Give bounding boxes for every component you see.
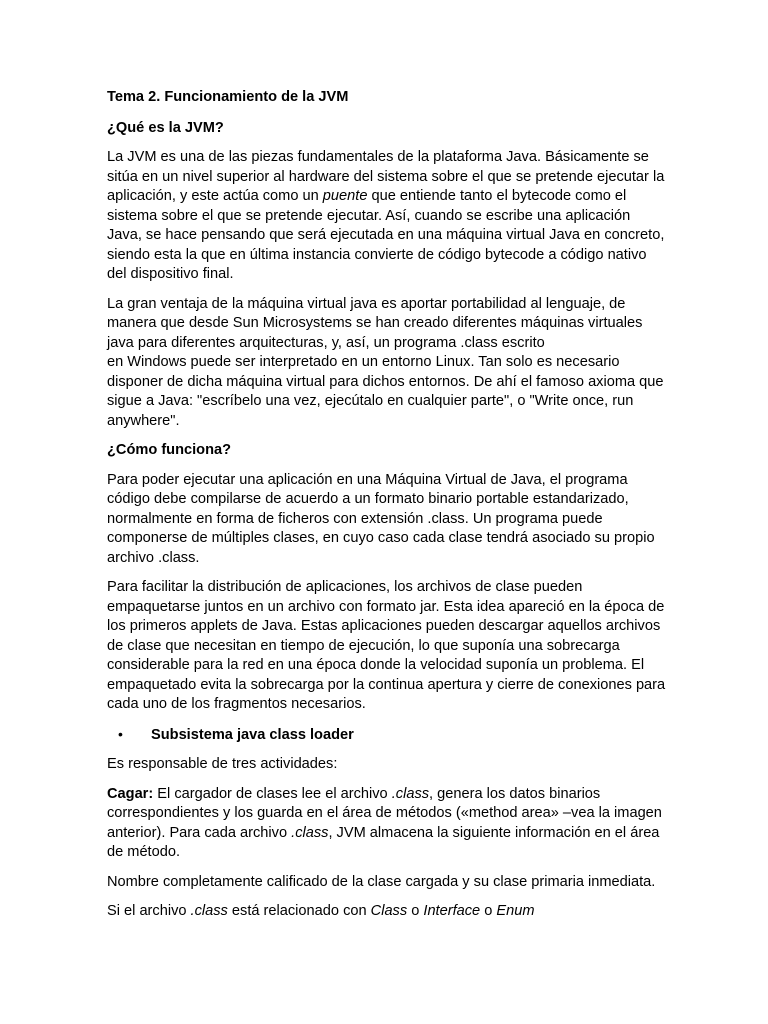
emphasis-text: Enum <box>496 903 535 919</box>
paragraph-text: , JVM almacena la siguiente información en el área de método. <box>107 824 660 860</box>
paragraph-compilation: Para poder ejecutar una aplicación en una Máquina Virtual de Java, el programa código debe compilarse de acuerdo a un formato binario portable estandarizado, normalmente en forma de ficheros con extensión .class. Un programa puede componerse de múltiples clases, en cuyo caso cada clase tendrá asociado su propio archivo .class. <box>107 471 655 566</box>
term-label: Cagar: <box>107 785 154 802</box>
emphasis-text: puente <box>322 188 368 204</box>
emphasis-text: .class <box>391 785 430 802</box>
document-page <box>107 88 667 932</box>
paragraph-class-name: Nombre completamente calificado de la clase cargada y su clase primaria inmediata. <box>107 873 656 890</box>
paragraph-portability <box>107 295 667 432</box>
bullet-icon: • <box>118 725 123 742</box>
emphasis-text: .class <box>190 903 228 919</box>
bullet-item-label: Subsistema java class loader <box>151 726 354 743</box>
paragraph-text: o <box>407 903 424 919</box>
emphasis-text: .class <box>291 824 329 841</box>
bullet-item <box>107 725 667 746</box>
paragraph-text: o <box>480 903 497 919</box>
paragraph-class-type <box>107 902 667 922</box>
paragraph-text: La gran ventaja de la máquina virtual java es aportar portabilidad al lenguaje, de manera que desde Sun Microsystems se han creado diferentes máquinas virtuales java para diferentes arquitecturas, y, así, un programa .class escrito <box>107 295 643 351</box>
paragraph-text: en Windows puede ser interpretado en un entorno Linux. Tan solo es necesario disponer de dicha máquina virtual para dichos entornos. De ahí el famoso axioma que sigue a Java: "escríbelo una vez, ejecútalo en cualquier parte", o "Write once, run anywhere". <box>107 354 664 429</box>
paragraph-loading <box>107 785 667 863</box>
paragraph-responsibilities: Es responsable de tres actividades: <box>107 756 338 772</box>
paragraph-text: Si el archivo <box>107 903 191 919</box>
paragraph-text: La JVM es una de las piezas fundamentales de la plataforma Java. Básicamente se sitúa en un nivel superior al hardware del sistema sobre el que se pretende ejecutar la aplicación, y este actúa como un <box>107 149 665 204</box>
document-title: Tema 2. Funcionamiento de la JVM <box>107 89 349 105</box>
section-heading-que-es: ¿Qué es la JVM? <box>107 119 224 136</box>
emphasis-text: Interface <box>423 903 481 919</box>
paragraph-text: , genera los datos binarios correspondientes y los guarda en el área de métodos («method area» –vea la imagen anterior). Para cada archivo <box>107 785 662 841</box>
emphasis-text: Class <box>370 903 408 919</box>
paragraph-text: El cargador de clases lee el archivo <box>153 785 392 802</box>
paragraph-jar: Para facilitar la distribución de aplicaciones, los archivos de clase pueden empaquetarse juntos en un archivo con formato jar. Esta idea apareció en la época de los primeros applets de Java. Estas aplicaciones pueden descargar aquellos archivos de clase que necesitan en tiempo de ejecución, lo que suponía una sobrecarga considerable para la red en una época donde la velocidad suponía un problema. El empaquetado evita la sobrecarga por la continua apertura y cierre de conexiones para cada uno de los fragmentos necesarios. <box>107 579 666 712</box>
paragraph-text: que entiende tanto el bytecode como el sistema sobre el que se pretende ejecutar. Así, cuando se escribe una aplicación Java, se hace pensando que será ejecutada en una máquina virtual Java en concreto, siendo esta la que en última instancia convierte de código bytecode a código nativo del dispositivo final. <box>107 188 665 282</box>
section-heading-como-funciona: ¿Cómo funciona? <box>107 442 232 458</box>
paragraph-text: está relacionado con <box>227 903 371 919</box>
paragraph-intro <box>107 148 667 285</box>
